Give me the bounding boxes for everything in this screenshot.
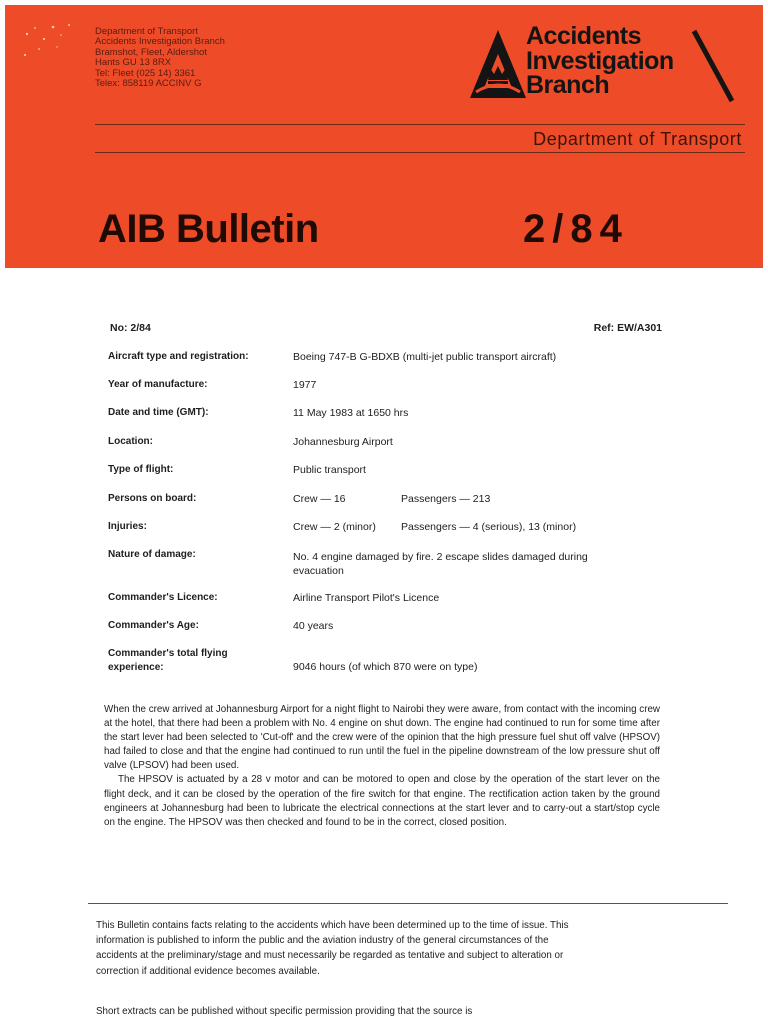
persons-crew: Crew — 16 xyxy=(293,493,346,505)
field-label-flight-type: Type of flight: xyxy=(108,464,174,475)
footer-disclaimer: This Bulletin contains facts relating to the accidents which have been determined up to the time of issue. This information is published to inform the public and the aviation industry of the general circumstances of the accidents at the preliminary/stage and must necessarily be regarded as tentative and subject to alteration or correction if additional evidence becomes available. xyxy=(96,920,569,977)
field-label-location: Location: xyxy=(108,436,153,447)
field-label-licence: Commander's Licence: xyxy=(108,592,218,603)
footer-divider xyxy=(88,903,728,904)
logo-line: Investigation xyxy=(526,46,674,75)
address-line: Accidents Investigation Branch xyxy=(95,36,225,48)
field-value-date: 11 May 1983 at 1650 hrs xyxy=(293,407,409,419)
department-name: Department of Transport xyxy=(533,129,742,149)
field-value-age: 40 years xyxy=(293,620,334,632)
field-label-injuries: Injuries: xyxy=(108,521,147,532)
injuries-passengers: Passengers — 4 (serious), 13 (minor) xyxy=(401,521,577,533)
header-rule xyxy=(95,124,745,125)
field-value-aircraft: Boeing 747-B G-BDXB (multi-jet public transport aircraft) xyxy=(293,351,557,363)
logo-slash-icon xyxy=(688,27,738,105)
address-line: Tel: Fleet (025 14) 3361 xyxy=(95,67,196,79)
header-rule xyxy=(95,152,745,153)
field-value-year: 1977 xyxy=(293,379,317,391)
logo-line: Branch xyxy=(526,71,610,99)
report-number: No: 2/84 xyxy=(110,322,151,334)
address-block xyxy=(95,27,355,89)
field-label-persons: Persons on board: xyxy=(108,493,197,504)
field-label-damage: Nature of damage: xyxy=(108,549,196,560)
field-value-licence: Airline Transport Pilot's Licence xyxy=(293,592,440,604)
footer-reproduction-note: Short extracts can be published without specific permission providing that the source is xyxy=(96,1006,473,1017)
field-value-persons xyxy=(293,492,633,506)
address-line: Department of Transport xyxy=(95,26,198,37)
report-body xyxy=(104,703,660,830)
injuries-crew: Crew — 2 (minor) xyxy=(293,521,376,533)
field-label-date: Date and time (GMT): xyxy=(108,407,209,418)
address-line: Bramshot, Fleet, Aldershot xyxy=(95,46,207,58)
ink-specks xyxy=(17,19,87,74)
field-value-flight-type: Public transport xyxy=(293,464,366,476)
aib-logo-text xyxy=(526,24,674,98)
field-label-experience: Commander's total flying experience: xyxy=(108,648,228,673)
field-value-injuries xyxy=(293,520,633,534)
persons-passengers: Passengers — 213 xyxy=(401,493,491,505)
logo-line: Accidents xyxy=(526,22,641,50)
bulletin-title: AIB Bulletin xyxy=(98,207,319,251)
field-value-experience: 9046 hours (of which 870 were on type) xyxy=(293,661,478,673)
field-label-year: Year of manufacture: xyxy=(108,379,208,390)
body-paragraph: When the crew arrived at Johannesburg Airport for a night flight to Nairobi they were aware, from contact with the incoming crew at the hotel, that there had been a problem with No. 4 engine on shut down. The engine had continued to run for some time after the start lever had been selected to 'Cut-off' and the crew were of the opinion that the high pressure fuel shut off valve (HPSOV) had failed to close and that the engine had continued to run until the fuel in the pipeline downstream of the low pressure shut off valve (LPSOV) had been used. xyxy=(104,704,660,772)
field-label-aircraft: Aircraft type and registration: xyxy=(108,351,249,362)
field-label-age: Commander's Age: xyxy=(108,620,199,631)
body-paragraph: The HPSOV is actuated by a 28 v motor and can be motored to open and close by the operation of the start lever on the flight deck, and it can be closed by the operation of the fire switch for that engine. The rectification action taken by the ground engineers at Johannesburg had been to lubricate the electrical connections at the start lever and to carry-out a start/stop cycle on the engine. The HPSOV was then checked and found to be in the correct, closed position. xyxy=(104,774,660,828)
report-reference: Ref: EW/A301 xyxy=(593,322,662,334)
address-line: Telex: 858119 ACCINV G xyxy=(95,78,202,90)
field-value-location: Johannesburg Airport xyxy=(293,436,393,448)
bulletin-number: 2/84 xyxy=(523,207,629,251)
aib-crown-logo-icon xyxy=(468,28,528,102)
address-line: Hants GU 13 8RX xyxy=(95,57,172,69)
field-value-damage: No. 4 engine damaged by fire. 2 escape slides damaged during evacuation xyxy=(293,551,588,577)
